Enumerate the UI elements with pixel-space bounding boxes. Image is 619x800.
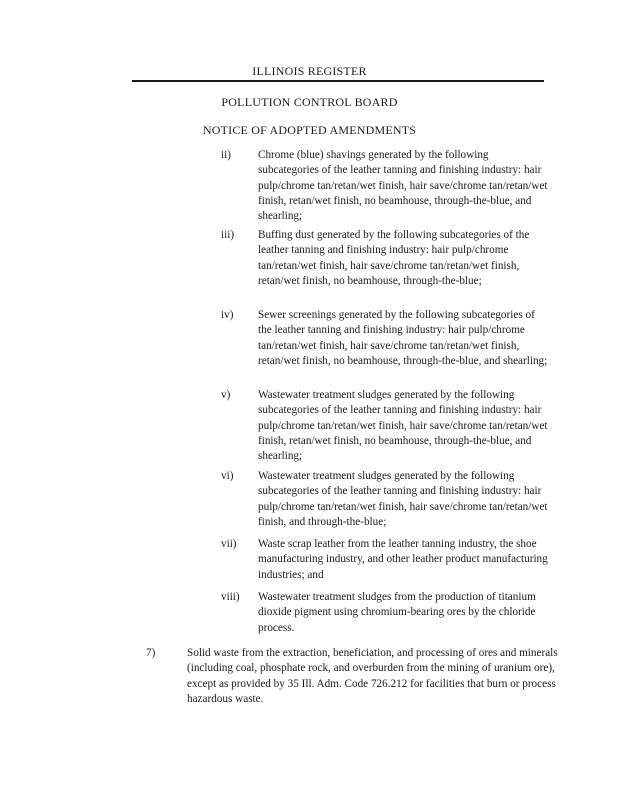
subitem-text: Wastewater treatment sludges generated by the following subcategories of the leather tanning and finishing industry: hair pulp/chrome tan/retan/wet finish, hair save/chrome tan/retan/wet finish, and through-the-blue; bbox=[258, 470, 548, 528]
subitem-text: Chrome (blue) shavings generated by the following subcategories of the leather tanning and finishing industry: hair pulp/chrome tan/retan/wet finish, hair save/chrome tan/retan/wet finish, retan/wet finish, no beamhouse, through-the-blue, and shearling; bbox=[258, 149, 548, 223]
subitem-number: ii) bbox=[221, 149, 231, 161]
subitem-number: vi) bbox=[221, 470, 234, 482]
subitem-number: viii) bbox=[221, 591, 240, 603]
subitem-text: Wastewater treatment sludges generated by the following subcategories of the leather tanning and finishing industry: hair pulp/chrome tan/retan/wet finish, hair save/chrome tan/retan/wet finish, retan/wet finish, no beamhouse, through-the-blue, and shearling; bbox=[258, 389, 548, 463]
subitem-number: v) bbox=[221, 389, 231, 401]
page-header-title: ILLINOIS REGISTER bbox=[252, 64, 367, 78]
subitem-number: iii) bbox=[221, 229, 235, 241]
agency-name: POLLUTION CONTROL BOARD bbox=[221, 95, 398, 109]
subitem-number: vii) bbox=[221, 538, 237, 550]
subitem-text: Waste scrap leather from the leather tanning industry, the shoe manufacturing industry, and other leather product manufacturing industries; and bbox=[258, 538, 548, 581]
header-rule bbox=[132, 80, 544, 82]
item-number: 7) bbox=[146, 647, 156, 659]
notice-title: NOTICE OF ADOPTED AMENDMENTS bbox=[202, 123, 417, 137]
subitem-text: Wastewater treatment sludges from the production of titanium dioxide pigment using chromium-bearing ores by the chloride process. bbox=[258, 591, 536, 634]
subitem-text: Sewer screenings generated by the following subcategories of the leather tanning and finishing industry: hair pulp/chrome tan/retan/wet finish, hair save/chrome tan/retan/wet finish, retan/wet finish, no beamhouse, through-the-blue, and shearling; bbox=[258, 309, 548, 367]
item-text: Solid waste from the extraction, beneficiation, and processing of ores and minerals (including coal, phosphate rock, and overburden from the mining of uranium ore), except as provided by 35 Ill. Adm. Code 726.212 for facilities that burn or process hazardous waste. bbox=[187, 647, 558, 705]
subitem-number: iv) bbox=[221, 309, 234, 321]
subitem-text: Buffing dust generated by the following subcategories of the leather tanning and finishing industry: hair pulp/chrome tan/retan/wet finish, hair save/chrome tan/retan/wet finish, retan/wet finish, no beamhouse, through-the-blue; bbox=[258, 229, 530, 287]
